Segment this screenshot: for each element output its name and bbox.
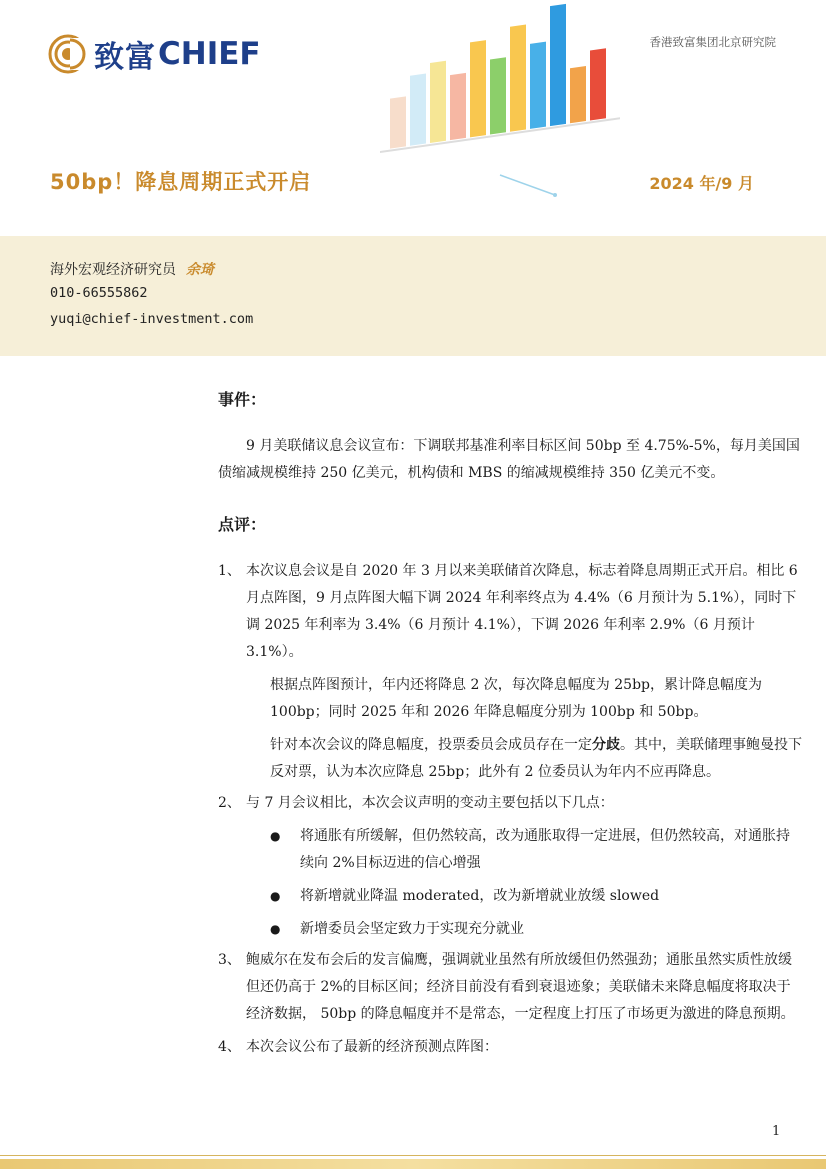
list-item-text: 与 7 月会议相比，本次会议声明的变动主要包括以下几点： [246, 795, 614, 811]
institute-name: 香港致富集团北京研究院 [649, 35, 776, 49]
bullet-item [270, 883, 802, 910]
list-item-text: 本次议息会议是自 2020 年 3 月以来美联储首次降息，标志着降息周期正式开启。相比 6 月点阵图，9 月点阵图大幅下调 2024 年利率终点为 4.4%（6 月预计为 5.1%），同时下调 2025 年利率为 3.4%（6 月预计 4.1%），下调 2026 年利率 2.9%（6 月预计 3.1%）。 [246, 563, 798, 660]
author-name: 余琦 [186, 262, 214, 278]
bullet-text: 新增委员会坚定致力于实现充分就业 [300, 921, 524, 937]
chief-logo [48, 32, 261, 76]
report-header [0, 0, 826, 236]
list-item-number: 2、 [218, 795, 241, 811]
list-item-number: 3、 [218, 952, 241, 968]
comment-heading: 点评： [218, 515, 267, 534]
item1-paragraph-3 [270, 732, 802, 786]
bullet-dot-icon: ● [270, 922, 281, 936]
report-date: 2024 年/9 月 [649, 174, 754, 193]
bullet-dot-icon: ● [270, 829, 281, 843]
list-item-text: 本次会议公布了最新的经济预测点阵图： [246, 1039, 498, 1055]
footer-bar [0, 1159, 826, 1169]
list-item-2 [218, 790, 802, 817]
chief-logo-icon [48, 34, 88, 74]
list-item-text: 鲍威尔在发布会后的发言偏鹰，强调就业虽然有所放缓但仍然强劲；通胀虽然实质性放缓但还仍高于 2%的目标区间；经济目前没有看到衰退迹象；美联储未来降息幅度将取决于经济数据， 50bp 的降息幅度并不是常态，一定程度上打压了市场更为激进的降息预期。 [246, 952, 795, 1022]
author-phone: 010-66555862 [50, 285, 148, 301]
list-item-number: 1、 [218, 563, 241, 579]
bullet-text: 将通胀有所缓解，但仍然较高，改为通胀取得一定进展，但仍然较高，对通胀持续向 2%目标迈进的信心增强 [300, 828, 790, 871]
author-email: yuqi@chief-investment.com [50, 311, 254, 327]
bullet-text: 将新增就业降温 moderated，改为新增就业放缓 slowed [300, 888, 660, 904]
page-number: 1 [772, 1124, 781, 1139]
decorative-bar-chart-illustration [380, 0, 650, 215]
author-row [50, 259, 214, 279]
list-item-1 [218, 558, 802, 666]
event-paragraph: 9 月美联储议息会议宣布：下调联邦基准利率目标区间 50bp 至 4.75%-5%，每月美国国债缩减规模维持 250 亿美元，机构债和 MBS 的缩减规模维持 350 亿美元不变。 [218, 438, 800, 481]
report-title: 50bp！降息周期正式开启 [50, 170, 312, 194]
event-heading: 事件： [218, 390, 267, 409]
item1-p3-text-b: 。其中，美联储理事鲍曼投下反对票，认为本次应降息 25bp；此外有 2 位委员认为年内不应再降息。 [270, 737, 802, 780]
list-item-3 [218, 947, 802, 1028]
report-body [218, 386, 802, 1061]
item1-paragraph-2: 根据点阵图预计，年内还将降息 2 次，每次降息幅度为 25bp，累计降息幅度为 100bp；同时 2025 年和 2026 年降息幅度分别为 100bp 和 50bp。 [270, 677, 762, 720]
list-item-4 [218, 1034, 802, 1061]
bullet-item [270, 916, 802, 943]
footer-divider [0, 1155, 826, 1156]
logo-chinese-text: 致富 [94, 40, 156, 75]
item1-p3-text-a: 针对本次会议的降息幅度，投票委员会成员存在一定 [270, 737, 592, 753]
list-item-number: 4、 [218, 1039, 241, 1055]
bullet-dot-icon: ● [270, 889, 281, 903]
bullet-item [270, 823, 802, 877]
author-role: 海外宏观经济研究员 [50, 262, 176, 278]
item1-p3-bold: 分歧 [592, 737, 620, 753]
logo-english-text: CHIEF [158, 36, 261, 72]
